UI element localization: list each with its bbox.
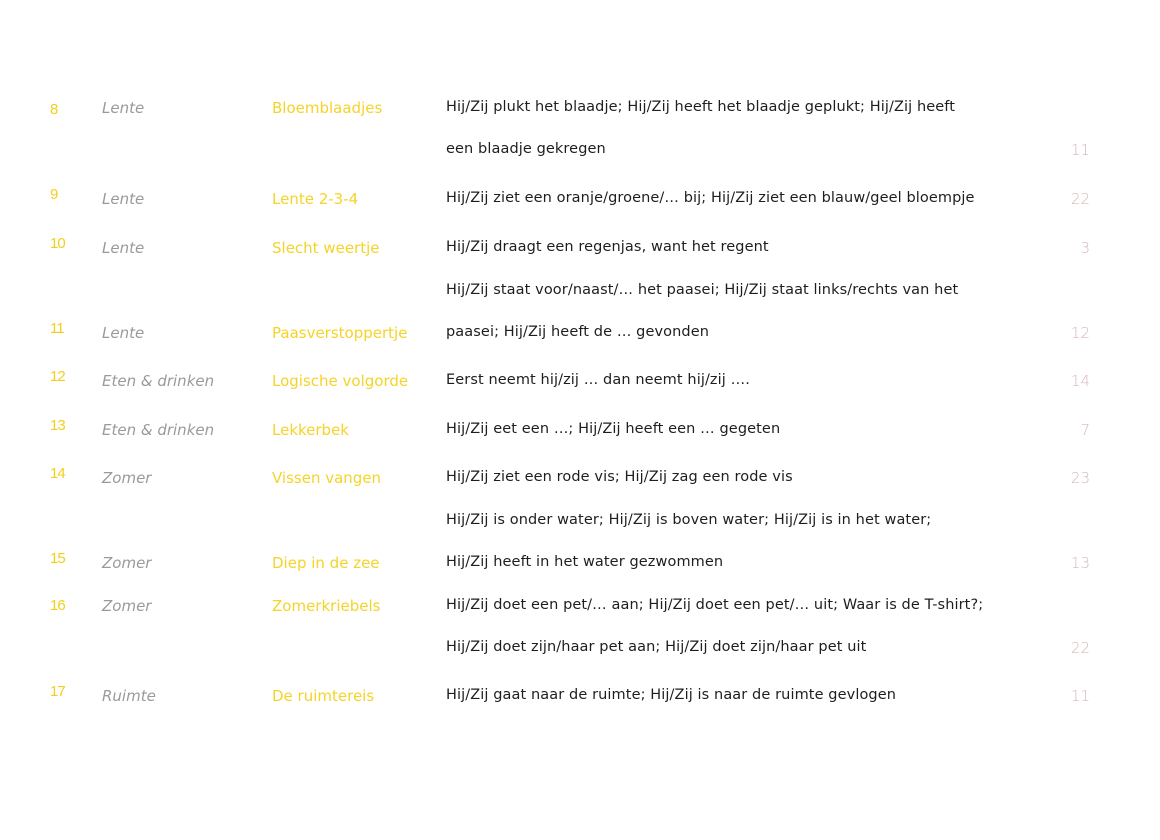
row-theme: Ruimte (102, 687, 156, 705)
row-theme: Eten & drinken (102, 372, 215, 390)
row-number: 13 (50, 417, 65, 434)
row-description-line: Hij/Zij is onder water; Hij/Zij is boven water; Hij/Zij is in het water; (446, 512, 932, 528)
row-theme: Lente (102, 190, 145, 208)
row-page-number: 3 (1080, 239, 1090, 257)
row-description-line: Hij/Zij doet zijn/haar pet aan; Hij/Zij doet zijn/haar pet uit (446, 639, 867, 655)
row-page-number: 22 (1070, 190, 1090, 208)
row-title: Slecht weertje (272, 239, 380, 257)
row-number: 11 (50, 320, 64, 337)
row-description-line: een blaadje gekregen (446, 141, 606, 157)
row-number: 17 (50, 683, 65, 700)
row-page-number: 11 (1070, 141, 1090, 159)
row-title: Logische volgorde (272, 372, 409, 390)
row-number: 10 (50, 235, 65, 252)
row-theme: Zomer (102, 469, 152, 487)
row-title: Lente 2-3-4 (272, 190, 359, 208)
row-theme: Lente (102, 99, 145, 117)
row-title: Diep in de zee (272, 554, 380, 572)
row-theme: Lente (102, 324, 145, 342)
row-description-line: Hij/Zij staat voor/naast/… het paasei; Hij/Zij staat links/rechts van het (446, 282, 959, 298)
row-number: 16 (50, 597, 65, 614)
row-number: 12 (50, 368, 65, 385)
row-title: Paasverstoppertje (272, 324, 408, 342)
row-theme: Lente (102, 239, 145, 257)
row-page-number: 13 (1070, 554, 1090, 572)
row-description-line: Hij/Zij doet een pet/… aan; Hij/Zij doet een pet/… uit; Waar is de T-shirt?; (446, 597, 984, 613)
row-number: 9 (50, 186, 58, 203)
row-page-number: 14 (1070, 372, 1090, 390)
row-page-number: 22 (1070, 639, 1090, 657)
row-title: Lekkerbek (272, 421, 349, 439)
row-theme: Zomer (102, 554, 152, 572)
row-title: Zomerkriebels (272, 597, 381, 615)
row-description-line: Hij/Zij heeft in het water gezwommen (446, 554, 724, 570)
row-number: 15 (50, 550, 65, 567)
row-title: Bloemblaadjes (272, 99, 383, 117)
row-description-line: Eerst neemt hij/zij … dan neemt hij/zij …. (446, 372, 750, 388)
row-description-line: Hij/Zij ziet een oranje/groene/… bij; Hij/Zij ziet een blauw/geel bloempje (446, 190, 975, 206)
row-description-line: Hij/Zij gaat naar de ruimte; Hij/Zij is naar de ruimte gevlogen (446, 687, 897, 703)
row-description-line: Hij/Zij eet een …; Hij/Zij heeft een … gegeten (446, 421, 781, 437)
row-page-number: 11 (1070, 687, 1090, 705)
row-page-number: 12 (1070, 324, 1090, 342)
row-title: Vissen vangen (272, 469, 382, 487)
row-title: De ruimtereis (272, 687, 375, 705)
row-theme: Zomer (102, 597, 152, 615)
row-description-line: Hij/Zij plukt het blaadje; Hij/Zij heeft het blaadje geplukt; Hij/Zij heeft (446, 99, 956, 115)
row-description-line: paasei; Hij/Zij heeft de … gevonden (446, 324, 710, 340)
row-description-line: Hij/Zij ziet een rode vis; Hij/Zij zag een rode vis (446, 469, 793, 485)
row-number: 8 (50, 101, 58, 118)
row-page-number: 7 (1080, 421, 1090, 439)
row-page-number: 23 (1070, 469, 1090, 487)
row-description-line: Hij/Zij draagt een regenjas, want het regent (446, 239, 769, 255)
row-number: 14 (50, 465, 65, 482)
row-theme: Eten & drinken (102, 421, 215, 439)
